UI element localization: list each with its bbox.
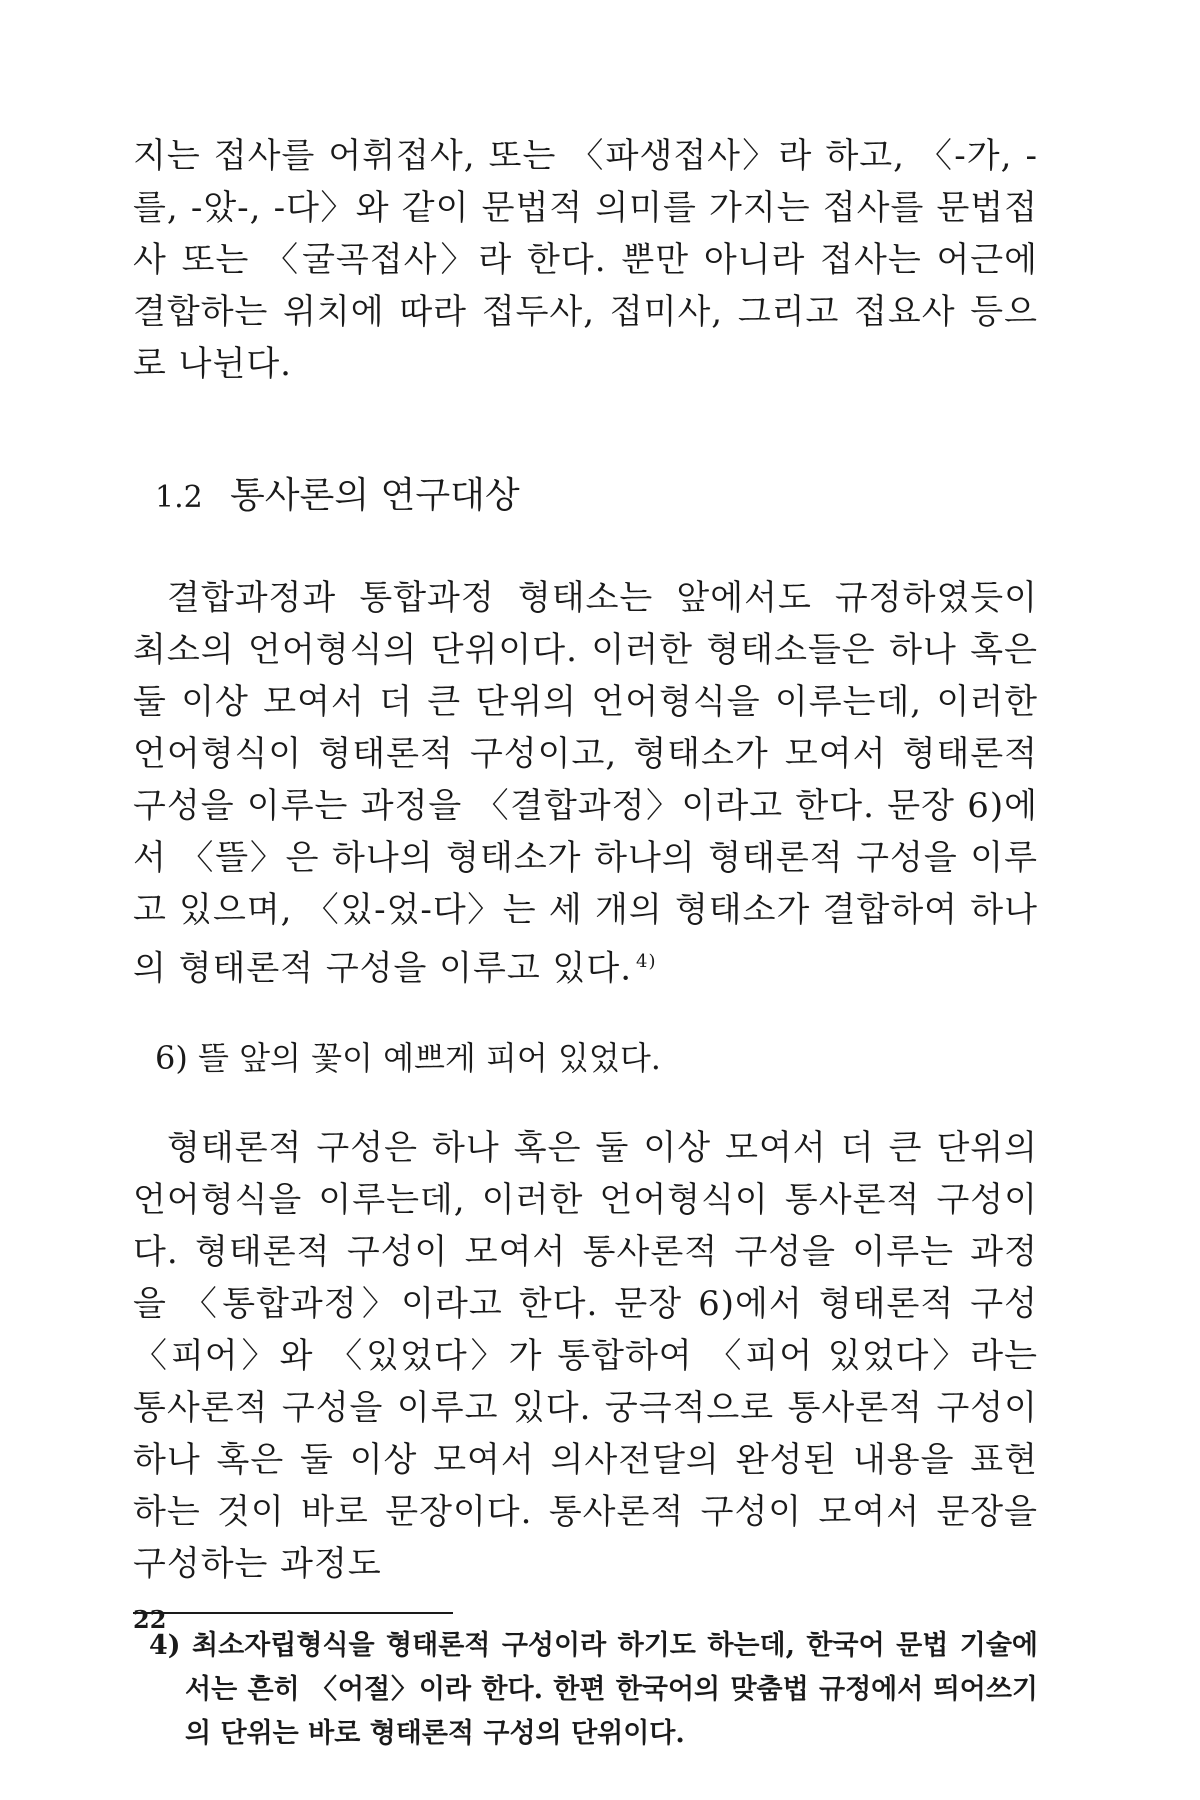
footnote: 4) 최소자립형식을 형태론적 구성이라 하기도 하는데, 한국어 문법 기술에서는 흔히 〈어절〉이라 한다. 한편 한국어의 맞춤법 규정에서 띄어쓰기의 단위는 바로 형태론적 구성의 단위이다. bbox=[149, 1630, 1038, 1750]
section-heading bbox=[133, 472, 1038, 522]
spacer bbox=[133, 390, 1038, 472]
example-sentence: 6) 뜰 앞의 꽃이 예쁘게 피어 있었다. bbox=[155, 1039, 661, 1078]
section-number: 1.2 bbox=[155, 480, 203, 515]
spacer bbox=[133, 994, 1038, 1034]
spacer bbox=[133, 1614, 1038, 1624]
intro-paragraph: 지는 접사를 어휘접사, 또는 〈파생접사〉라 하고, 〈-가, -를, -았-, -다〉와 같이 문법적 의미를 가지는 접사를 문법접사 또는 〈굴곡접사〉라 한다. 뿐만 아니라 접사는 어근에 결합하는 위치에 따라 접두사, 접미사, 그리고 접요사 등으로 나뉜다. bbox=[133, 136, 1038, 384]
paragraph-integration-process: 형태론적 구성은 하나 혹은 둘 이상 모여서 더 큰 단위의 언어형식을 이루는데, 이러한 언어형식이 통사론적 구성이다. 형태론적 구성이 모여서 통사론적 구성을 이루는 과정을 〈통합과정〉이라고 한다. 문장 6)에서 형태론적 구성 〈피어〉와 〈있었다〉가 통합하여 〈피어 있었다〉라는 통사론적 구성을 이루고 있다. 궁극적으로 통사론적 구성이 하나 혹은 둘 이상 모여서 의사전달의 완성된 내용을 표현하는 것이 바로 문장이다. 통사론적 구성이 모여서 문장을 구성하는 과정도 bbox=[133, 1128, 1038, 1585]
paragraph-1-text: 결합과정과 통합과정 형태소는 앞에서도 규정하였듯이 최소의 언어형식의 단위이다. 이러한 형태소들은 하나 혹은 둘 이상 모여서 더 큰 단위의 언어형식을 이루는데, 이러한 언어형식이 형태론적 구성이고, 형태소가 모여서 형태론적 구성을 이루는 과정을 〈결합과정〉이라고 한다. 문장 6)에서 〈뜰〉은 하나의 형태소가 하나의 형태론적 구성을 이루고 있으며, 〈있-었-다〉는 세 개의 형태소가 결합하여 하나의 형태론적 구성을 이루고 있다. bbox=[133, 578, 1038, 989]
spacer bbox=[133, 1590, 1038, 1612]
footnote-reference: 4) bbox=[636, 951, 657, 972]
section-title: 통사론의 연구대상 bbox=[230, 475, 520, 516]
spacer bbox=[133, 522, 1038, 572]
page-body bbox=[133, 130, 1038, 1756]
page-number: 22 bbox=[133, 1605, 167, 1634]
paragraph-combination-process bbox=[133, 572, 1038, 994]
spacer bbox=[133, 1082, 1038, 1122]
